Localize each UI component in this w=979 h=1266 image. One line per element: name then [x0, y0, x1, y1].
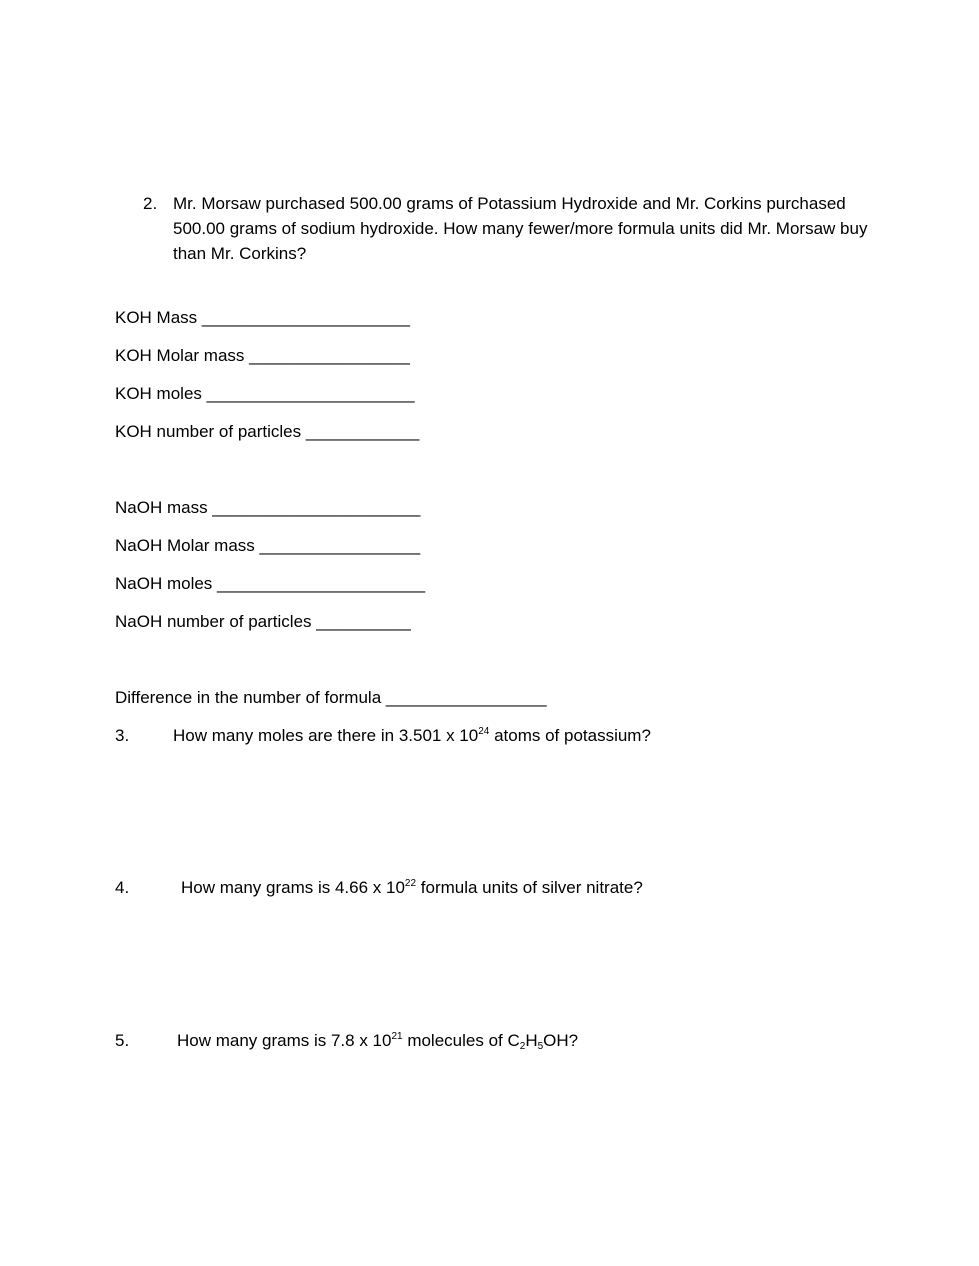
koh-particles-line: KOH number of particles ____________	[115, 422, 420, 441]
question-4-number: 4.	[115, 878, 130, 897]
question-4-exponent: 22	[404, 878, 417, 889]
question-3-number: 3.	[115, 726, 130, 745]
question-5-text: How many grams is 7.8 x $10^{21}$ molecules of $C_2H_5OH$?	[177, 1031, 579, 1052]
question-2-number: 2.	[143, 194, 158, 213]
naoh-particles-line: NaOH number of particles __________	[115, 612, 411, 631]
naoh-mass-line: NaOH mass ______________________	[115, 498, 421, 517]
question-2	[143, 191, 873, 266]
naoh-molar-mass-line: NaOH Molar mass _________________	[115, 536, 421, 555]
koh-molar-mass-line: KOH Molar mass _________________	[115, 346, 410, 365]
difference-line: Difference in the number of formula _________________	[115, 688, 547, 707]
question-5-exponent: 21	[391, 1031, 403, 1042]
question-3-text: How many moles are there in 3.501 x $10^{24}$ atoms of potassium?	[173, 726, 651, 745]
question-3-exponent: 24	[478, 726, 490, 737]
question-4-text: How many grams is 4.66 x $10^{22}$ formula units of silver nitrate?	[181, 878, 643, 897]
question-5-number: 5.	[115, 1031, 130, 1050]
koh-mass-line: KOH Mass ______________________	[115, 308, 410, 327]
koh-moles-line: KOH moles ______________________	[115, 384, 415, 403]
question-2-text: Mr. Morsaw purchased 500.00 grams of Potassium Hydroxide and Mr. Corkins purchased 500.00 grams of sodium hydroxide. How many fewer/more formula units did Mr. Morsaw buy than Mr. Corkins?	[173, 194, 868, 263]
naoh-moles-line: NaOH moles ______________________	[115, 574, 426, 593]
